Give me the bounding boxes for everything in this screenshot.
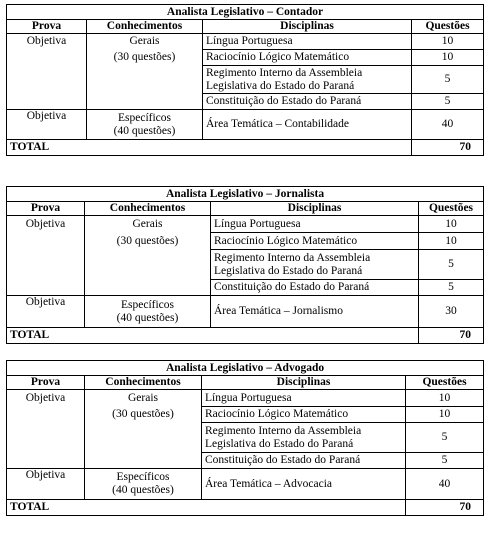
cell-conhecimentos [85,453,202,469]
table-title: Analista Legislativo – Contador [7,5,484,20]
cell-disciplina: Raciocínio Lógico Matemático [211,233,419,250]
cell-conhecimentos: Gerais [85,390,202,407]
cell-disciplina: Raciocínio Lógico Matemático [202,407,406,423]
cell-questoes: 5 [419,280,484,296]
cell-questoes: 10 [412,34,484,50]
cell-conhecimentos: Gerais [85,216,211,233]
conhecimentos-line1: Específicos [117,111,171,124]
cell-conhecimentos [85,250,211,280]
table-title: Analista Legislativo – Advogado [7,361,484,376]
cell-prova: Objetiva [7,34,87,50]
cell-conhecimentos [87,110,203,140]
cell-disciplina: Área Temática – Advocacia [202,469,406,500]
cell-prova: Objetiva [7,296,85,328]
conhecimentos-line2: (40 questões) [113,124,176,137]
conhecimentos-line1: Específicos [116,471,170,483]
conhecimentos-line1: Específicos [120,298,174,311]
cell-prova [7,50,87,66]
header-conhecimentos: Conhecimentos [87,20,203,34]
cell-conhecimentos: (30 questões) [87,50,203,66]
header-conhecimentos: Conhecimentos [85,202,211,216]
exam-table-jornalista [6,186,484,344]
cell-prova: Objetiva [7,216,85,233]
cell-disciplina: Área Temática – Jornalismo [211,296,419,328]
cell-questoes: 5 [412,66,484,94]
cell-conhecimentos [85,280,211,296]
cell-conhecimentos: (30 questões) [85,407,202,423]
total-label: TOTAL [7,500,406,516]
header-questoes: Questões [419,202,484,216]
cell-questoes: 40 [412,110,484,140]
cell-questoes: 10 [419,233,484,250]
header-disciplinas: Disciplinas [202,376,406,390]
cell-conhecimentos: (30 questões) [85,233,211,250]
cell-questoes: 40 [406,469,484,500]
exam-table-contador [6,4,484,156]
cell-disciplina: Regimento Interno da Assembleia Legislativa do Estado do Paraná [202,423,406,453]
total-label: TOTAL [7,140,412,156]
cell-disciplina: Língua Portuguesa [211,216,419,233]
cell-disciplina: Constituição do Estado do Paraná [211,280,419,296]
conhecimentos-line2: (40 questões) [112,484,174,496]
cell-questoes: 10 [412,50,484,66]
cell-questoes: 5 [406,453,484,469]
cell-conhecimentos [85,469,202,500]
cell-questoes: 10 [406,407,484,423]
cell-questoes: 30 [419,296,484,328]
cell-prova [7,423,85,453]
cell-prova [7,94,87,110]
cell-disciplina: Área Temática – Contabilidade [203,110,412,140]
cell-conhecimentos [85,296,211,328]
header-prova: Prova [7,20,87,34]
exam-table-advogado [6,360,484,516]
cell-prova [7,280,85,296]
cell-disciplina: Língua Portuguesa [202,390,406,407]
cell-prova [7,66,87,94]
total-value: 70 [419,328,484,344]
cell-disciplina: Regimento Interno da Assembleia Legislativa do Estado do Paraná [203,66,412,94]
header-disciplinas: Disciplinas [211,202,419,216]
cell-prova [7,407,85,423]
cell-prova [7,453,85,469]
cell-questoes: 5 [406,423,484,453]
cell-prova [7,250,85,280]
cell-questoes: 10 [406,390,484,407]
header-prova: Prova [7,202,85,216]
cell-conhecimentos [87,94,203,110]
header-disciplinas: Disciplinas [203,20,412,34]
conhecimentos-line2: (40 questões) [116,311,179,324]
header-questoes: Questões [406,376,484,390]
cell-conhecimentos [85,423,202,453]
cell-questoes: 5 [412,94,484,110]
cell-prova: Objetiva [7,469,85,500]
cell-questoes: 5 [419,250,484,280]
table-title: Analista Legislativo – Jornalista [7,187,484,202]
cell-prova [7,233,85,250]
header-questoes: Questões [412,20,484,34]
cell-disciplina: Regimento Interno da Assembleia Legislativa do Estado do Paraná [211,250,419,280]
header-prova: Prova [7,376,85,390]
cell-disciplina: Constituição do Estado do Paraná [203,94,412,110]
total-label: TOTAL [7,328,419,344]
total-value: 70 [406,500,484,516]
cell-conhecimentos: Gerais [87,34,203,50]
cell-disciplina: Raciocínio Lógico Matemático [203,50,412,66]
cell-conhecimentos [87,66,203,94]
total-value: 70 [412,140,484,156]
cell-prova: Objetiva [7,110,87,140]
cell-prova: Objetiva [7,390,85,407]
cell-disciplina: Constituição do Estado do Paraná [202,453,406,469]
cell-disciplina: Língua Portuguesa [203,34,412,50]
header-conhecimentos: Conhecimentos [85,376,202,390]
cell-questoes: 10 [419,216,484,233]
